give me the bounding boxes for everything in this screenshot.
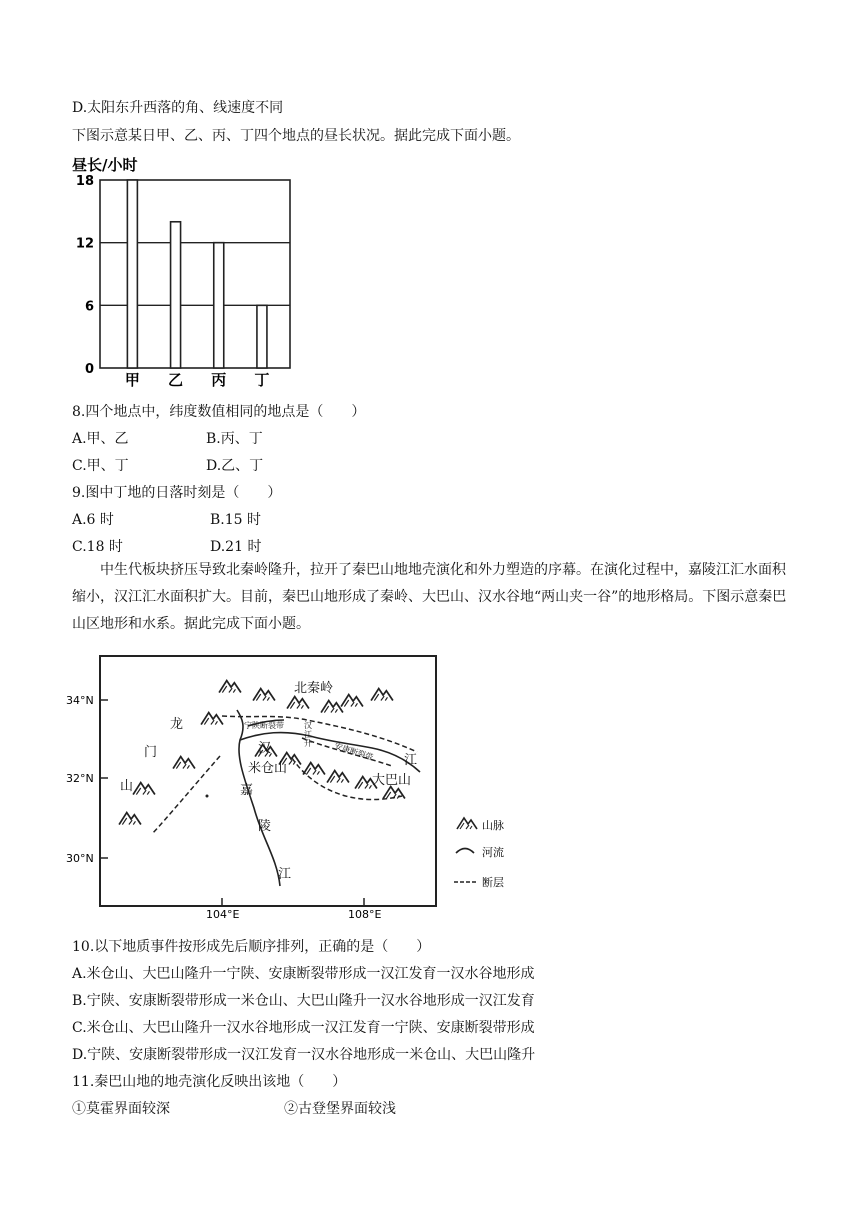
qinba-terrain-map: [66, 648, 528, 923]
label-jialing-3: 江: [278, 867, 292, 882]
lat-34: 34°N: [66, 694, 94, 707]
label-small-1: 汉: [304, 721, 312, 730]
lat-30: 30°N: [66, 852, 94, 865]
q7-option-d: D.太阳东升西落的角、线速度不同: [72, 100, 284, 116]
label-north-qinling: 北秦岭: [294, 681, 334, 696]
chart-y-axis-label: 昼长/小时: [72, 156, 138, 174]
q9-option-b: B.15 时: [210, 512, 262, 528]
map-legend: [454, 818, 504, 889]
label-longmen-1: 龙: [170, 717, 184, 732]
label-small-3: 升: [304, 739, 312, 748]
label-micang: 米仓山: [248, 761, 288, 776]
q8-option-c: C.甲、丁: [72, 458, 129, 474]
chart-bar: [171, 222, 181, 368]
label-longmen-2: 门: [144, 745, 158, 760]
q8-option-a: A.甲、乙: [72, 431, 129, 447]
chart-bar: [214, 243, 224, 368]
question-8: 8.四个地点中，纬度数值相同的地点是（ ）: [72, 404, 366, 420]
label-jialing-2: 陵: [258, 819, 272, 834]
q9-option-d: D.21 时: [210, 539, 262, 555]
question-9: 9.图中丁地的日落时刻是（ ）: [72, 485, 282, 501]
chart-x-tick-label: 丙: [211, 371, 227, 389]
chart-x-tick-label: 丁: [254, 371, 270, 389]
q11-option-1: ①莫霍界面较深: [72, 1101, 170, 1117]
q9-option-a: A.6 时: [72, 512, 114, 528]
q8-option-b: B.丙、丁: [206, 431, 263, 447]
q11-option-2: ②古登堡界面较浅: [284, 1101, 396, 1117]
label-ankang-fault: 安康断裂带: [333, 741, 375, 763]
legend-river: 河流: [482, 846, 504, 859]
lon-104: 104°E: [206, 908, 240, 921]
chart-bar: [127, 180, 137, 368]
day-length-chart: [66, 150, 302, 392]
label-small-2: 江: [304, 730, 312, 739]
label-han: 汉: [258, 741, 272, 756]
label-ningshan-fault: 宁陕断裂带: [244, 721, 284, 730]
label-jialing-1: 嘉: [240, 783, 254, 798]
chart-y-tick-label: 18: [75, 174, 94, 189]
question-11: 11.秦巴山地的地壳演化反映出该地（ ）: [72, 1074, 347, 1090]
label-daba: 大巴山: [372, 773, 412, 788]
q10-option-a: A.米仓山、大巴山隆升一宁陕、安康断裂带形成一汉江发育一汉水谷地形成: [72, 966, 535, 982]
chart-y-tick-label: 12: [75, 236, 94, 252]
q8-option-d: D.乙、丁: [206, 458, 264, 474]
chart-x-tick-label: 甲: [124, 371, 140, 389]
question-10: 10.以下地质事件按形成先后顺序排列，正确的是（ ）: [72, 939, 431, 955]
chart-x-tick-label: 乙: [168, 371, 184, 389]
lon-108: 108°E: [348, 908, 382, 921]
lat-32: 32°N: [66, 772, 94, 785]
label-longmen-3: 山: [120, 779, 134, 794]
q10-option-b: B.宁陕、安康断裂带形成一米仓山、大巴山隆升一汉水谷地形成一汉江发育: [72, 993, 535, 1009]
chart-intro-text: 下图示意某日甲、乙、丙、丁四个地点的昼长状况。据此完成下面小题。: [72, 128, 520, 144]
legend-mountain: 山脉: [482, 819, 504, 832]
passage-qinba: 中生代板块挤压导致北秦岭隆升，拉开了秦巴山地地壳演化和外力塑造的序幕。在演化过程中，嘉陵江汇水面积缩小，汉江汇水面积扩大。目前，秦巴山地形成了秦岭、大巴山、汉水谷地“两山夹一谷”的地形格局。下图示意秦巴山区地形和水系。据此完成下面小题。: [72, 562, 787, 632]
q10-option-c: C.米仓山、大巴山隆升一汉水谷地形成一汉江发育一宁陕、安康断裂带形成: [72, 1020, 535, 1036]
q9-option-c: C.18 时: [72, 539, 123, 555]
chart-bar: [257, 305, 267, 368]
label-han-jiang: 江: [404, 753, 418, 768]
chart-y-tick-label: 6: [84, 299, 94, 315]
legend-fault: 断层: [482, 876, 504, 889]
chart-y-tick-label: 0: [84, 362, 94, 377]
q10-option-d: D.宁陕、安康断裂带形成一汉江发育一汉水谷地形成一米仓山、大巴山隆升: [72, 1047, 536, 1063]
